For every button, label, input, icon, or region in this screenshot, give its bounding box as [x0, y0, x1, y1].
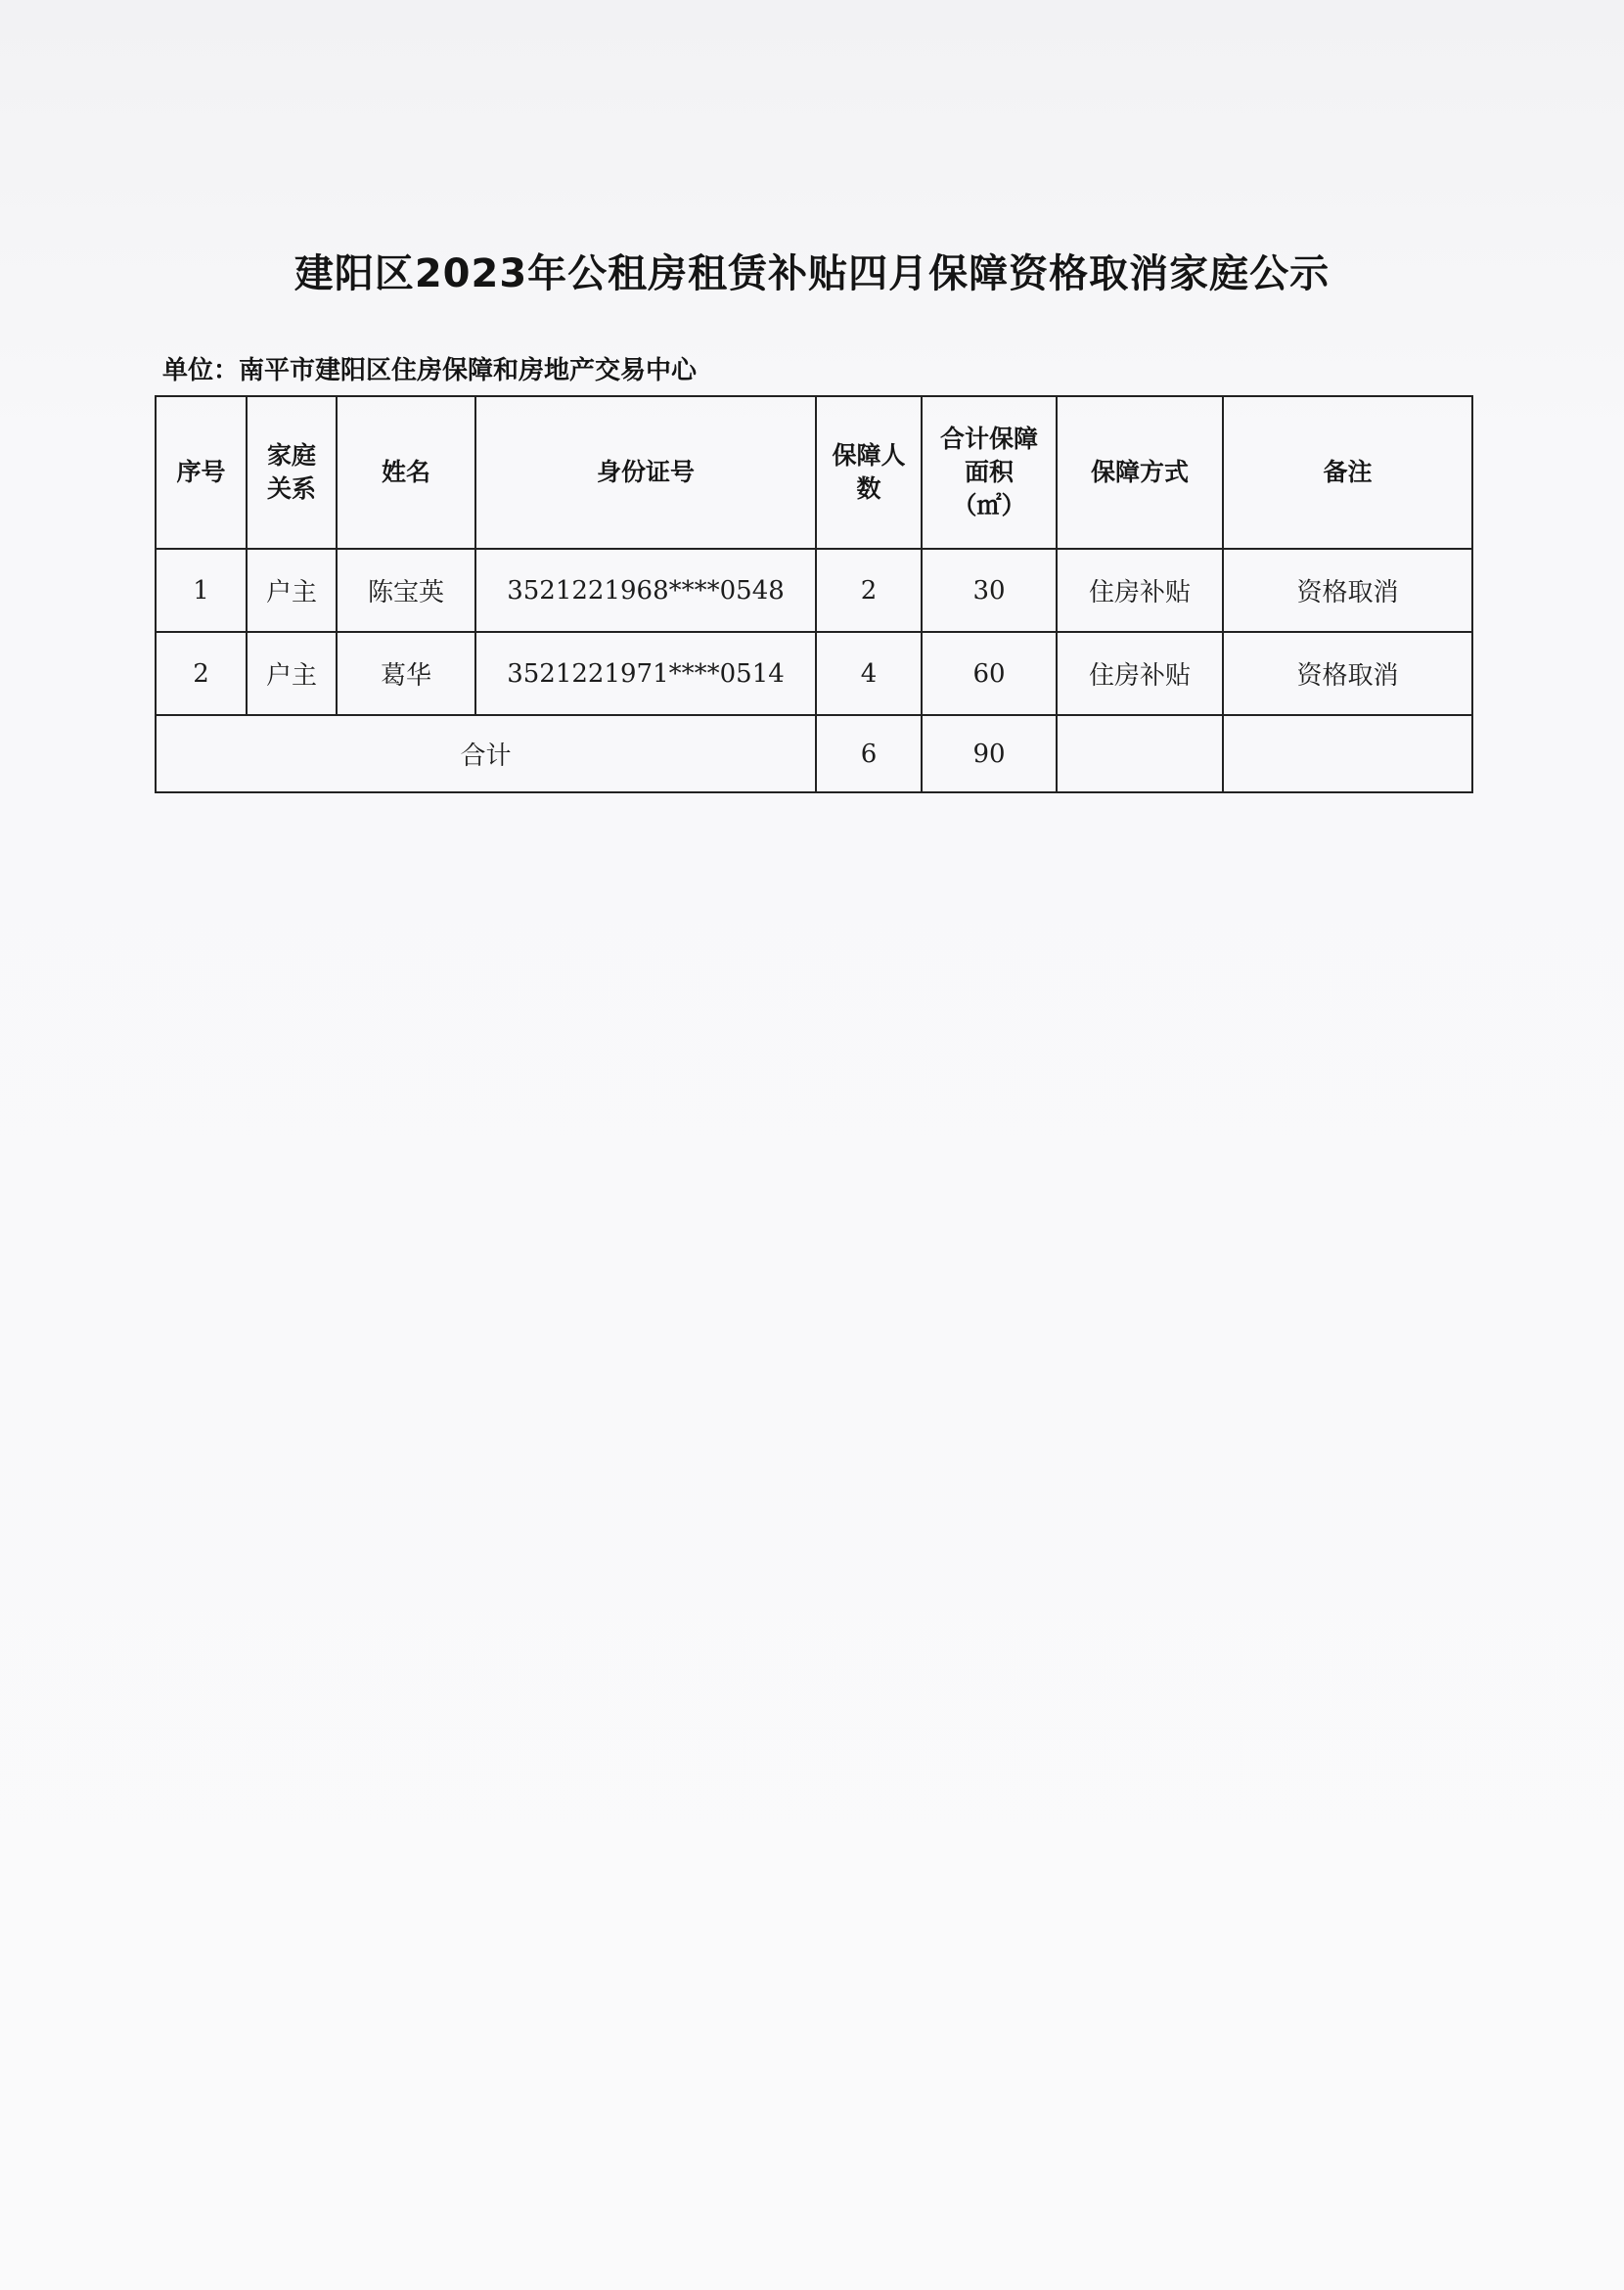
header-persons-line1: 保障人: [832, 441, 906, 470]
header-method: 保障方式: [1057, 396, 1223, 549]
total-persons: 6: [816, 715, 922, 792]
header-id-number: 身份证号: [475, 396, 816, 549]
cell-remark: 资格取消: [1223, 632, 1472, 715]
total-row: [156, 715, 1472, 792]
cell-area: 60: [922, 632, 1057, 715]
total-area: 90: [922, 715, 1057, 792]
cell-id-number: 3521221971****0514: [475, 632, 816, 715]
cell-name: 葛华: [337, 632, 475, 715]
cell-area: 30: [922, 549, 1057, 632]
header-persons-line2: 数: [856, 474, 881, 503]
header-remark: 备注: [1223, 396, 1472, 549]
table-header-row: [156, 396, 1472, 549]
table-row: [156, 632, 1472, 715]
header-persons: [816, 396, 922, 549]
cell-relation: 户主: [247, 632, 337, 715]
cell-relation: 户主: [247, 549, 337, 632]
total-label: 合计: [156, 715, 816, 792]
cell-method: 住房补贴: [1057, 549, 1223, 632]
header-area-line1: 合计保障: [939, 425, 1038, 453]
header-area-line2: 面积: [964, 458, 1014, 486]
header-name: 姓名: [337, 396, 475, 549]
header-area-line3: （㎡）: [952, 491, 1026, 519]
header-relation-line2: 关系: [266, 474, 316, 503]
cell-persons: 2: [816, 549, 922, 632]
total-method: [1057, 715, 1223, 792]
cell-persons: 4: [816, 632, 922, 715]
cancellation-table: [155, 395, 1473, 793]
cell-name: 陈宝英: [337, 549, 475, 632]
header-area: [922, 396, 1057, 549]
header-seq: 序号: [156, 396, 247, 549]
issuing-unit: 单位：南平市建阳区住房保障和房地产交易中心: [162, 356, 698, 385]
header-relation: [247, 396, 337, 549]
document-title: 建阳区2023年公租房租赁补贴四月保障资格取消家庭公示: [293, 251, 1331, 296]
cell-id-number: 3521221968****0548: [475, 549, 816, 632]
total-remark: [1223, 715, 1472, 792]
cell-seq: 2: [156, 632, 247, 715]
header-relation-line1: 家庭: [266, 441, 316, 470]
table-row: [156, 549, 1472, 632]
cell-remark: 资格取消: [1223, 549, 1472, 632]
cell-seq: 1: [156, 549, 247, 632]
cell-method: 住房补贴: [1057, 632, 1223, 715]
